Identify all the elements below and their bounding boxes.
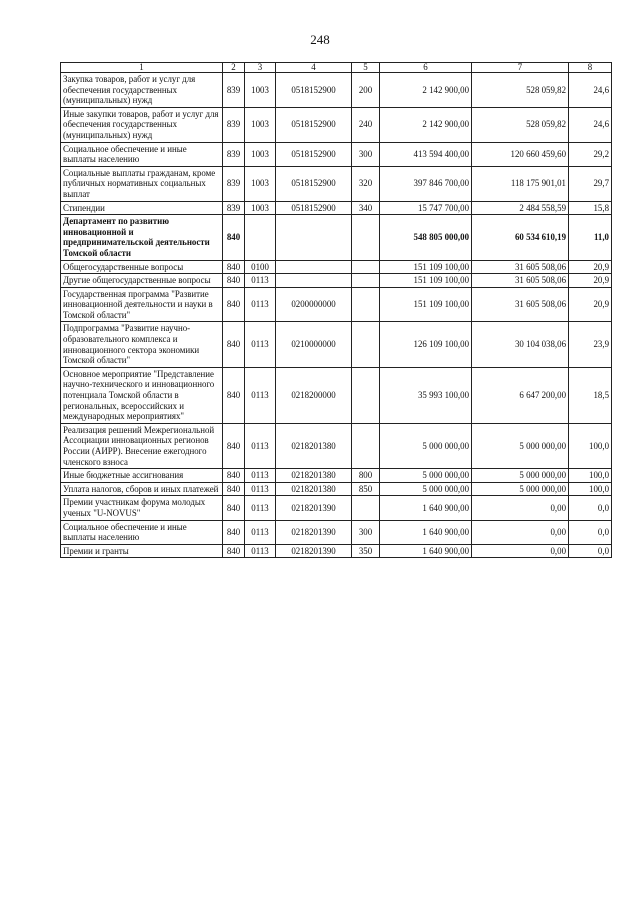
- plan-amount-cell: 1 640 900,00: [380, 520, 472, 544]
- row-name-cell: Департамент по развитию инновационной и предпринимательской деятельности Томской области: [61, 215, 223, 260]
- plan-amount-cell: 151 109 100,00: [380, 287, 472, 322]
- plan-amount-cell: 1 640 900,00: [380, 544, 472, 558]
- section-code-cell: 1003: [245, 166, 276, 201]
- plan-amount-cell: 2 142 900,00: [380, 73, 472, 108]
- percent-cell: 20,9: [569, 260, 612, 274]
- header-cell: 5: [352, 63, 380, 73]
- plan-amount-cell: 35 993 100,00: [380, 367, 472, 423]
- row-name-cell: Иные закупки товаров, работ и услуг для обеспечения государственных (муниципальных) нужд: [61, 107, 223, 142]
- actual-amount-cell: 5 000 000,00: [472, 482, 569, 496]
- actual-amount-cell: 0,00: [472, 496, 569, 520]
- page-number: 248: [310, 32, 330, 47]
- actual-amount-cell: 5 000 000,00: [472, 423, 569, 468]
- expense-type-cell: [352, 496, 380, 520]
- plan-amount-cell: 15 747 700,00: [380, 201, 472, 215]
- target-article-cell: 0218201380: [276, 423, 352, 468]
- plan-amount-cell: 548 805 000,00: [380, 215, 472, 260]
- table-row: [61, 423, 612, 468]
- target-article-cell: 0210000000: [276, 322, 352, 367]
- target-article-cell: [276, 215, 352, 260]
- header-cell: 6: [380, 63, 472, 73]
- actual-amount-cell: 60 534 610,19: [472, 215, 569, 260]
- plan-amount-cell: 5 000 000,00: [380, 482, 472, 496]
- section-code-cell: [245, 215, 276, 260]
- table-row: [61, 482, 612, 496]
- ved-code-cell: 839: [223, 107, 245, 142]
- target-article-cell: 0518152900: [276, 201, 352, 215]
- table-row: [61, 107, 612, 142]
- expense-type-cell: 340: [352, 201, 380, 215]
- table-header-row: [61, 63, 612, 73]
- target-article-cell: 0518152900: [276, 142, 352, 166]
- expense-type-cell: [352, 367, 380, 423]
- percent-cell: 29,7: [569, 166, 612, 201]
- section-code-cell: 0113: [245, 322, 276, 367]
- budget-table: [60, 62, 612, 558]
- table-row: [61, 274, 612, 288]
- actual-amount-cell: 0,00: [472, 520, 569, 544]
- actual-amount-cell: 5 000 000,00: [472, 469, 569, 483]
- plan-amount-cell: 1 640 900,00: [380, 496, 472, 520]
- percent-cell: 29,2: [569, 142, 612, 166]
- actual-amount-cell: 2 484 558,59: [472, 201, 569, 215]
- percent-cell: 0,0: [569, 544, 612, 558]
- section-code-cell: 1003: [245, 142, 276, 166]
- header-cell: 2: [223, 63, 245, 73]
- row-name-cell: Стипендии: [61, 201, 223, 215]
- percent-cell: 100,0: [569, 469, 612, 483]
- ved-code-cell: 840: [223, 260, 245, 274]
- percent-cell: 0,0: [569, 520, 612, 544]
- row-name-cell: Реализация решений Межрегиональной Ассоциации инновационных регионов России (АИРР). Внесение ежегодного членского взноса: [61, 423, 223, 468]
- ved-code-cell: 840: [223, 520, 245, 544]
- expense-type-cell: 850: [352, 482, 380, 496]
- actual-amount-cell: 30 104 038,06: [472, 322, 569, 367]
- row-name-cell: Премии и гранты: [61, 544, 223, 558]
- actual-amount-cell: 31 605 508,06: [472, 287, 569, 322]
- table-row: [61, 73, 612, 108]
- percent-cell: 20,9: [569, 287, 612, 322]
- row-name-cell: Подпрограмма "Развитие научно-образовательного комплекса и инновационного сектора экономики Томской области": [61, 322, 223, 367]
- ved-code-cell: 840: [223, 544, 245, 558]
- table-row: [61, 544, 612, 558]
- header-cell: 8: [569, 63, 612, 73]
- table-row: [61, 201, 612, 215]
- section-code-cell: 0113: [245, 469, 276, 483]
- target-article-cell: 0218201380: [276, 469, 352, 483]
- row-name-cell: Государственная программа "Развитие инновационной деятельности и науки в Томской области": [61, 287, 223, 322]
- percent-cell: 100,0: [569, 423, 612, 468]
- table-row: [61, 142, 612, 166]
- header-cell: 4: [276, 63, 352, 73]
- table-row: [61, 260, 612, 274]
- table-row: [61, 322, 612, 367]
- section-code-cell: 0113: [245, 482, 276, 496]
- expense-type-cell: 350: [352, 544, 380, 558]
- row-name-cell: Закупка товаров, работ и услуг для обеспечения государственных (муниципальных) нужд: [61, 73, 223, 108]
- table-row: [61, 496, 612, 520]
- section-code-cell: 0113: [245, 367, 276, 423]
- table-row: [61, 520, 612, 544]
- row-name-cell: Основное мероприятие "Представление научно-технического и инновационного потенциала Томской области в региональных, всероссийских и международных мероприятиях": [61, 367, 223, 423]
- ved-code-cell: 839: [223, 166, 245, 201]
- target-article-cell: [276, 260, 352, 274]
- ved-code-cell: 840: [223, 287, 245, 322]
- row-name-cell: Уплата налогов, сборов и иных платежей: [61, 482, 223, 496]
- actual-amount-cell: 6 647 200,00: [472, 367, 569, 423]
- ved-code-cell: 840: [223, 469, 245, 483]
- table-row: [61, 287, 612, 322]
- percent-cell: 18,5: [569, 367, 612, 423]
- ved-code-cell: 840: [223, 274, 245, 288]
- header-cell: 3: [245, 63, 276, 73]
- percent-cell: 15,8: [569, 201, 612, 215]
- ved-code-cell: 839: [223, 73, 245, 108]
- percent-cell: 24,6: [569, 107, 612, 142]
- ved-code-cell: 839: [223, 201, 245, 215]
- row-name-cell: Другие общегосударственные вопросы: [61, 274, 223, 288]
- plan-amount-cell: 397 846 700,00: [380, 166, 472, 201]
- table-row: [61, 215, 612, 260]
- section-code-cell: 0113: [245, 274, 276, 288]
- target-article-cell: 0218200000: [276, 367, 352, 423]
- target-article-cell: 0200000000: [276, 287, 352, 322]
- target-article-cell: 0518152900: [276, 73, 352, 108]
- table-row: [61, 469, 612, 483]
- expense-type-cell: 300: [352, 142, 380, 166]
- row-name-cell: Социальное обеспечение и иные выплаты населению: [61, 520, 223, 544]
- target-article-cell: 0518152900: [276, 107, 352, 142]
- section-code-cell: 1003: [245, 201, 276, 215]
- header-cell: 7: [472, 63, 569, 73]
- target-article-cell: 0218201390: [276, 496, 352, 520]
- expense-type-cell: 240: [352, 107, 380, 142]
- section-code-cell: 0113: [245, 496, 276, 520]
- actual-amount-cell: 31 605 508,06: [472, 274, 569, 288]
- section-code-cell: 0113: [245, 544, 276, 558]
- expense-type-cell: [352, 287, 380, 322]
- table-row: [61, 367, 612, 423]
- row-name-cell: Премии участникам форума молодых ученых "U-NOVUS": [61, 496, 223, 520]
- plan-amount-cell: 5 000 000,00: [380, 423, 472, 468]
- actual-amount-cell: 528 059,82: [472, 107, 569, 142]
- row-name-cell: Иные бюджетные ассигнования: [61, 469, 223, 483]
- expense-type-cell: 300: [352, 520, 380, 544]
- expense-type-cell: 320: [352, 166, 380, 201]
- actual-amount-cell: 528 059,82: [472, 73, 569, 108]
- target-article-cell: 0218201380: [276, 482, 352, 496]
- ved-code-cell: 840: [223, 423, 245, 468]
- section-code-cell: 0113: [245, 287, 276, 322]
- plan-amount-cell: 2 142 900,00: [380, 107, 472, 142]
- target-article-cell: [276, 274, 352, 288]
- row-name-cell: Общегосударственные вопросы: [61, 260, 223, 274]
- percent-cell: 100,0: [569, 482, 612, 496]
- percent-cell: 11,0: [569, 215, 612, 260]
- ved-code-cell: 840: [223, 322, 245, 367]
- plan-amount-cell: 151 109 100,00: [380, 274, 472, 288]
- section-code-cell: 1003: [245, 107, 276, 142]
- section-code-cell: 1003: [245, 73, 276, 108]
- ved-code-cell: 840: [223, 215, 245, 260]
- section-code-cell: 0113: [245, 520, 276, 544]
- percent-cell: 23,9: [569, 322, 612, 367]
- target-article-cell: 0518152900: [276, 166, 352, 201]
- actual-amount-cell: 120 660 459,60: [472, 142, 569, 166]
- ved-code-cell: 840: [223, 482, 245, 496]
- header-cell: 1: [61, 63, 223, 73]
- ved-code-cell: 839: [223, 142, 245, 166]
- table-row: [61, 166, 612, 201]
- actual-amount-cell: 0,00: [472, 544, 569, 558]
- plan-amount-cell: 126 109 100,00: [380, 322, 472, 367]
- target-article-cell: 0218201390: [276, 520, 352, 544]
- plan-amount-cell: 5 000 000,00: [380, 469, 472, 483]
- percent-cell: 24,6: [569, 73, 612, 108]
- actual-amount-cell: 31 605 508,06: [472, 260, 569, 274]
- target-article-cell: 0218201390: [276, 544, 352, 558]
- section-code-cell: 0100: [245, 260, 276, 274]
- expense-type-cell: 800: [352, 469, 380, 483]
- percent-cell: 0,0: [569, 496, 612, 520]
- expense-type-cell: [352, 274, 380, 288]
- section-code-cell: 0113: [245, 423, 276, 468]
- plan-amount-cell: 413 594 400,00: [380, 142, 472, 166]
- expense-type-cell: [352, 260, 380, 274]
- actual-amount-cell: 118 175 901,01: [472, 166, 569, 201]
- percent-cell: 20,9: [569, 274, 612, 288]
- expense-type-cell: [352, 322, 380, 367]
- expense-type-cell: [352, 215, 380, 260]
- ved-code-cell: 840: [223, 496, 245, 520]
- row-name-cell: Социальное обеспечение и иные выплаты населению: [61, 142, 223, 166]
- plan-amount-cell: 151 109 100,00: [380, 260, 472, 274]
- expense-type-cell: 200: [352, 73, 380, 108]
- row-name-cell: Социальные выплаты гражданам, кроме публичных нормативных социальных выплат: [61, 166, 223, 201]
- ved-code-cell: 840: [223, 367, 245, 423]
- expense-type-cell: [352, 423, 380, 468]
